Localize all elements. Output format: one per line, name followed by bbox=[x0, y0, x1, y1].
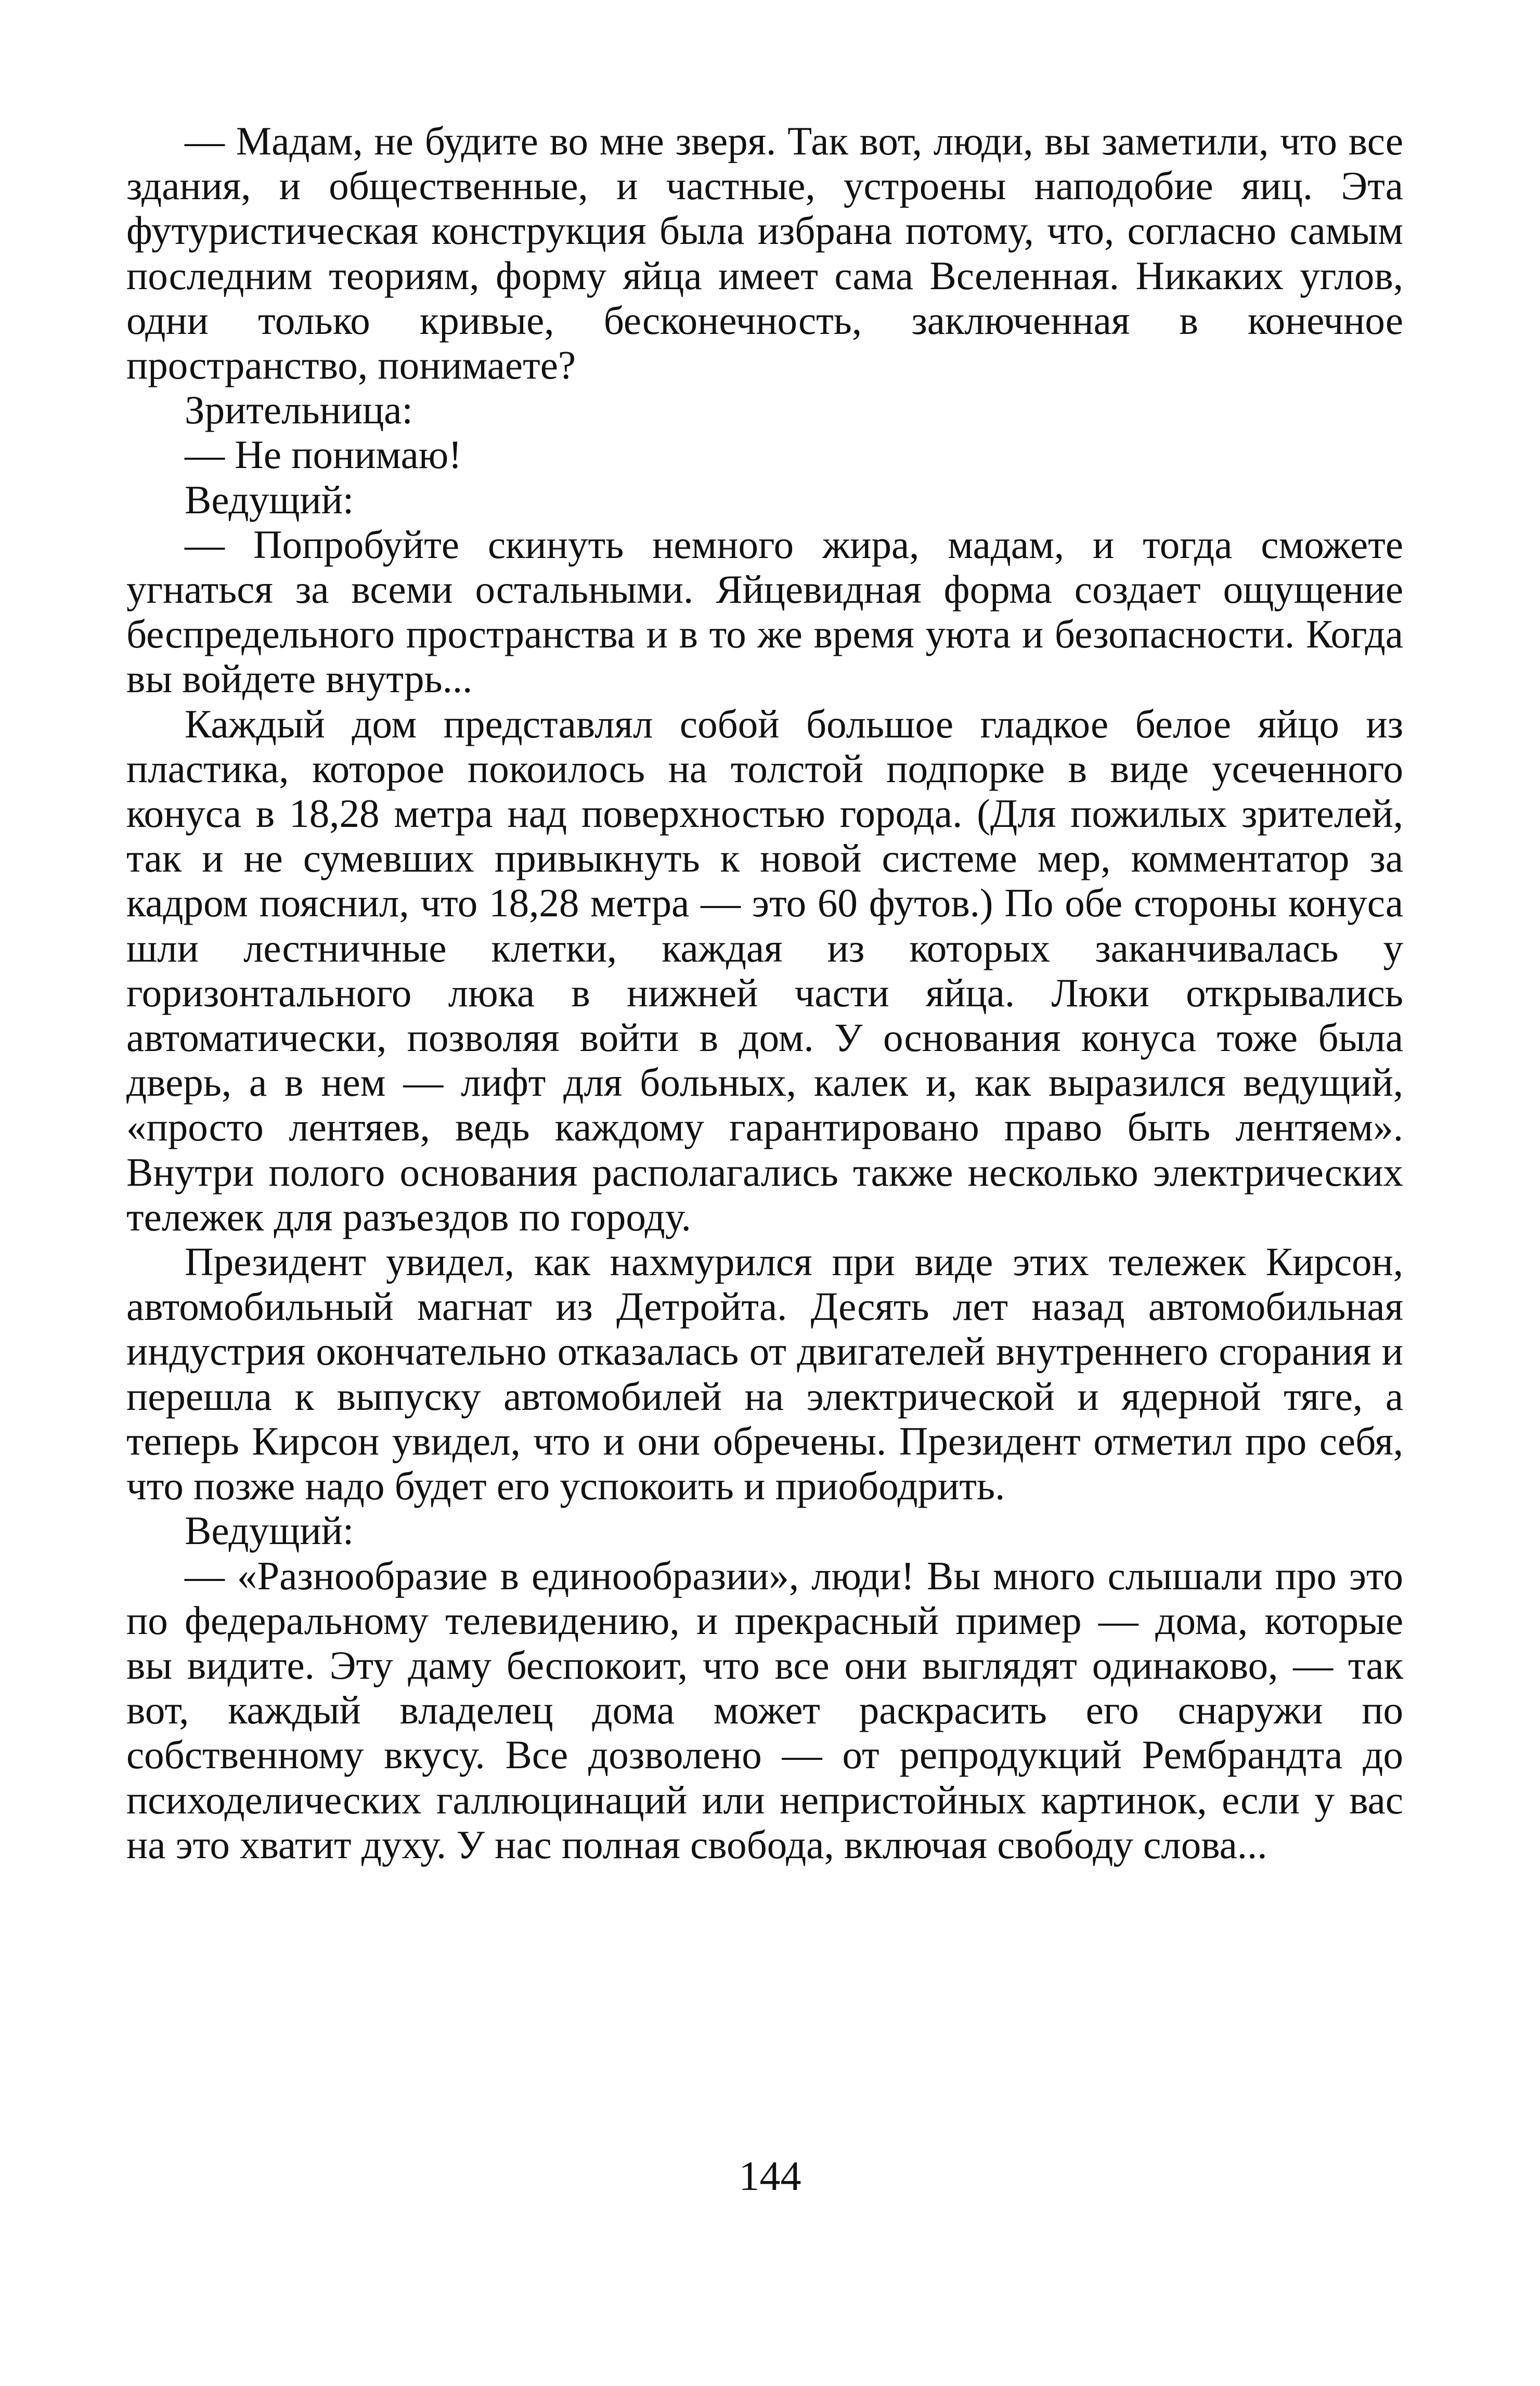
speaker-label: Ведущий: bbox=[185, 1508, 354, 1553]
text-block bbox=[126, 119, 1403, 1867]
dialogue-paragraph: — «Разнообразие в единообразии», люди! Вы много слышали про это по федеральному телевидению, и прекрасный пример — дома, которые вы видите. Эту даму беспокоит, что все они выглядят одинаково, — так вот, каждый владелец дома может раскрасить его снаружи по собственному вкусу. Все дозволено — от репродукций Рембрандта до психоделических галлюцинаций или непристойных картинок, если у вас на это хватит духу. У нас полная свобода, включая свободу слова... bbox=[126, 1553, 1403, 1867]
dialogue-paragraph: — Мадам, не будите во мне зверя. Так вот, люди, вы заметили, что все здания, и общественные, и частные, устроены наподобие яиц. Эта футуристическая конструкция была избрана потому, что, согласно самым последним теориям, форму яйца имеет сама Вселенная. Никаких углов, одни только кривые, бесконечность, заключенная в конечное пространство, понимаете? bbox=[126, 119, 1403, 388]
dialogue-paragraph: — Не понимаю! bbox=[185, 432, 462, 477]
speaker-label: Ведущий: bbox=[185, 477, 354, 522]
narration-paragraph: Каждый дом представлял собой большое гладкое белое яйцо из пластика, которое покоилось на толстой подпорке в виде усеченного конуса в 18,28 метра над поверхностью города. (Для пожилых зрителей, так и не сумевших привыкнуть к новой системе мер, комментатор за кадром пояснил, что 18,28 метра — это 60 футов.) По обе стороны конуса шли лестничные клетки, каждая из которых заканчивалась у горизонтального люка в нижней части яйца. Люки открывались автоматически, позволяя войти в дом. У основания конуса тоже была дверь, а в нем — лифт для больных, калек и, как выразился ведущий, «просто лентяев, ведь каждому гарантировано право быть лентяем». Внутри полого основания располагались также несколько электрических тележек для разъездов по городу. bbox=[126, 701, 1403, 1239]
speaker-label: Зрительница: bbox=[185, 387, 413, 433]
page-number: 144 bbox=[739, 2154, 801, 2199]
dialogue-paragraph: — Попробуйте скинуть немного жира, мадам, и тогда сможете угнаться за всеми остальными. Яйцевидная форма создает ощущение беспредельного пространства и в то же время уюта и безопасности. Когда вы войдете внутрь... bbox=[126, 522, 1403, 702]
narration-paragraph: Президент увидел, как нахмурился при виде этих тележек Кирсон, автомобильный магнат из Детройта. Десять лет назад автомобильная индустрия окончательно отказалась от двигателей внутреннего сгорания и перешла к выпуску автомобилей на электрической и ядерной тяге, а теперь Кирсон увидел, что и они обречены. Президент отметил про себя, что позже надо будет его успокоить и приободрить. bbox=[126, 1239, 1403, 1509]
